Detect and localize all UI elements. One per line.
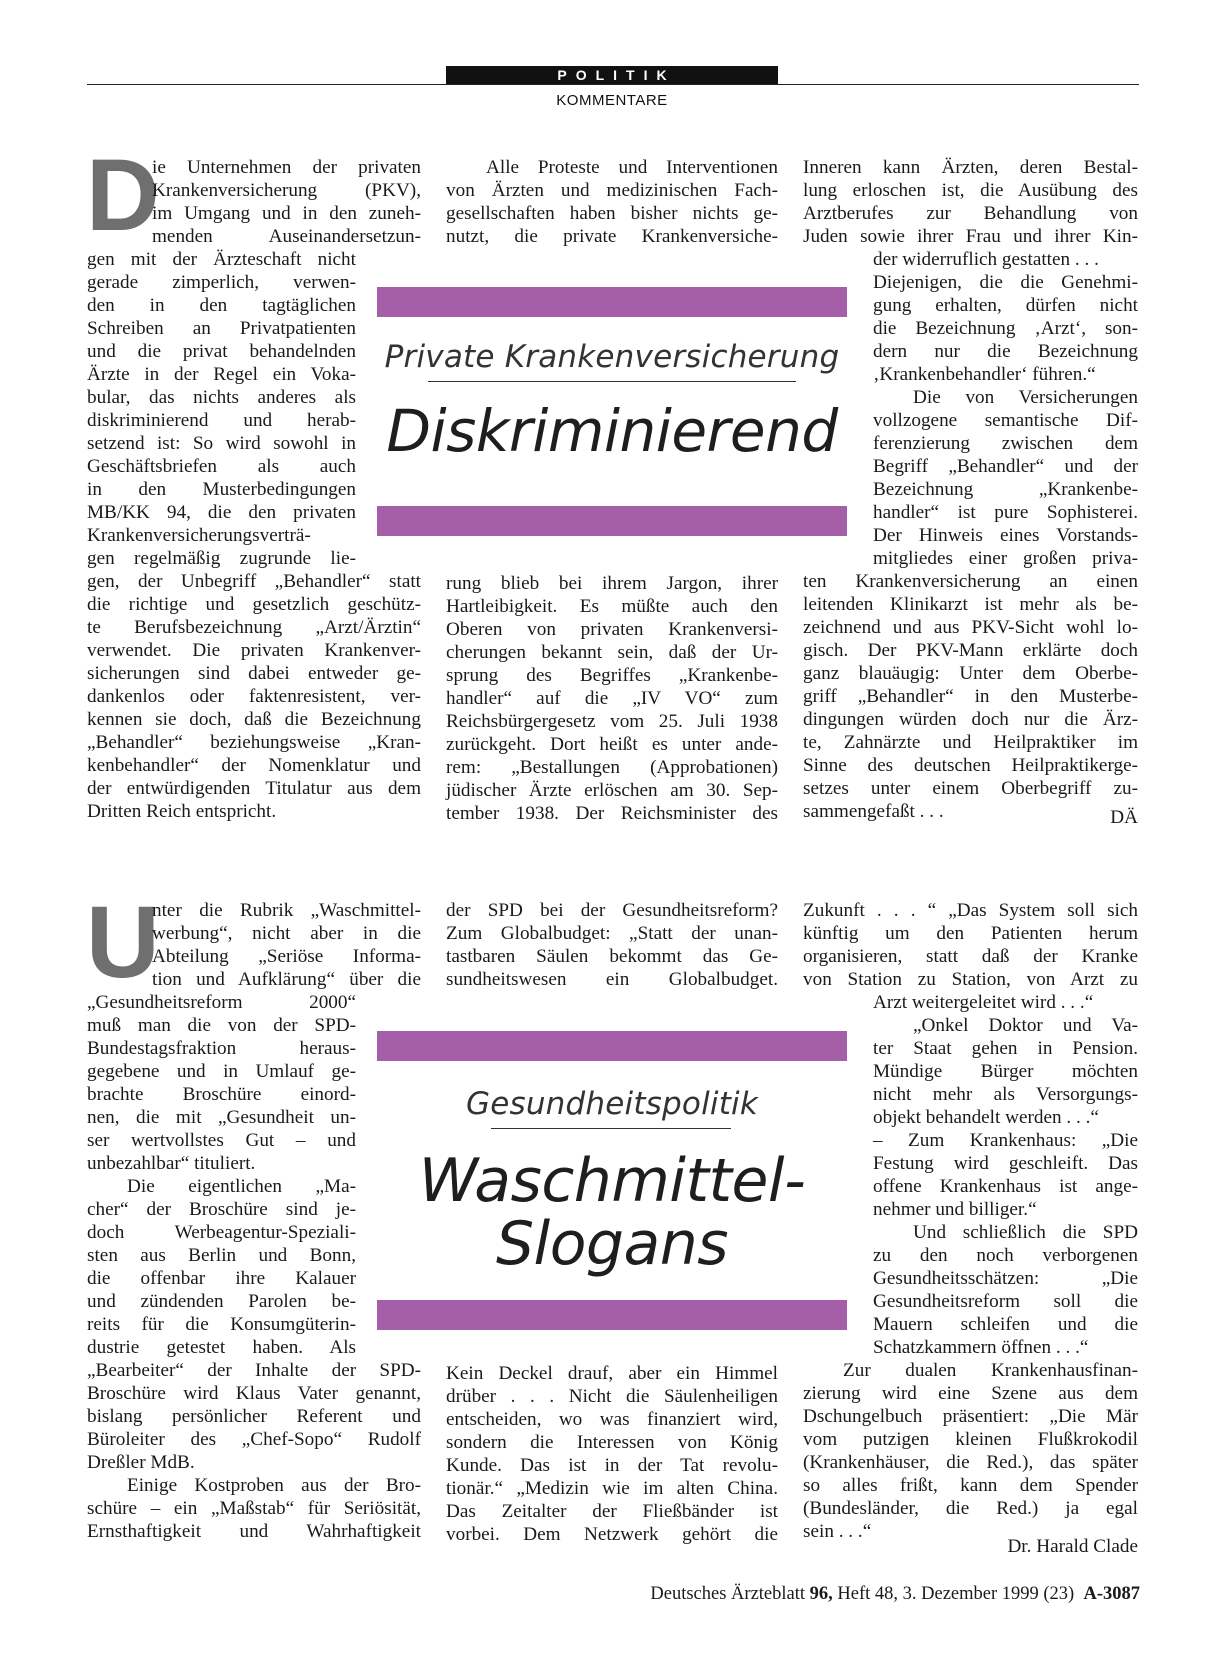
text-line: Zukunft . . . “ „Das System soll sich	[803, 900, 1138, 921]
text-line: MB/KK 94, die den privaten	[87, 502, 356, 523]
text-line: Zur dualen Krankenhausfinan-	[843, 1360, 1138, 1381]
text-line: offene Krankenhaus ist ange-	[873, 1176, 1138, 1197]
text-line: dingungen würden doch nur die Ärz-	[803, 709, 1138, 730]
text-line: doch Werbeagentur-Speziali-	[87, 1222, 356, 1243]
text-line: Schreiben an Privatpatienten	[87, 318, 356, 339]
text-line: entscheiden, wo was finanziert wird,	[446, 1409, 778, 1430]
text-line: nicht mehr als Versorgungs-	[873, 1084, 1138, 1105]
text-line: sammengefaßt . . .	[803, 801, 944, 822]
article2-headline-line-1: Waschmittel-	[418, 1146, 806, 1216]
text-line: Die eigentlichen „Ma-	[127, 1176, 356, 1197]
text-line: „Bearbeiter“ der Inhalte der SPD-	[87, 1360, 421, 1381]
text-line: te Berufsbezeichnung „Arzt/Ärztin“	[87, 617, 421, 638]
text-line: dankenlos oder faktenresistent, ver-	[87, 686, 421, 707]
text-line: Ärzte in der Regel ein Voka-	[87, 364, 356, 385]
article2-kicker-rule	[491, 1128, 731, 1129]
footer-journal: Deutsches Ärzteblatt	[650, 1584, 806, 1604]
text-line: mitgliedes einer großen priva-	[873, 548, 1138, 569]
text-line: die offenbar ihre Kalauer	[87, 1268, 356, 1289]
text-line: Und schließlich die SPD	[913, 1222, 1138, 1243]
text-line: von Station zu Station, von Arzt zu	[803, 969, 1138, 990]
text-line: Mündige Bürger möchten	[873, 1061, 1138, 1082]
text-line: Dreßler MdB.	[87, 1452, 195, 1473]
text-line: Einige Kostproben aus der Bro-	[127, 1475, 421, 1496]
text-line: der SPD bei der Gesundheitsreform?	[446, 900, 778, 921]
text-line: brachte Broschüre einord-	[87, 1084, 356, 1105]
text-line: ie Unternehmen der privaten	[152, 157, 421, 178]
article2-dropcap: U	[86, 885, 160, 999]
text-line: Gesundheitsreform soll die	[873, 1291, 1138, 1312]
text-line: ser wertvollstes Gut – und	[87, 1130, 356, 1151]
text-line: kennen sie doch, daß die Bezeichnung	[87, 709, 421, 730]
section-label: POLITIK	[446, 66, 778, 84]
text-line: von Ärzten und medizinischen Fach-	[446, 180, 778, 201]
text-line: ter Staat gehen in Pension.	[873, 1038, 1138, 1059]
text-line: schüre – ein „Maßstab“ für Seriösität,	[87, 1498, 421, 1519]
text-line: tastbaren Säulen bekommt das Ge-	[446, 946, 778, 967]
text-line: gen regelmäßig zugrunde lie-	[87, 548, 356, 569]
text-line: Mauern schleifen und die	[873, 1314, 1138, 1335]
text-line: objekt behandelt werden . . .“	[873, 1107, 1099, 1128]
text-line: bular, das nichts anderes als	[87, 387, 356, 408]
text-line: jüdischer Ärzte erlöschen am 30. Sep-	[446, 780, 778, 801]
text-line: kenbehandler“ der Nomenklatur und	[87, 755, 421, 776]
text-line: muß man die von der SPD-	[87, 1015, 356, 1036]
text-line: griff „Behandler“ in den Musterbe-	[803, 686, 1138, 707]
text-line: sprung des Begriffes „Krankenbe-	[446, 665, 778, 686]
text-line: „Onkel Doktor und Va-	[913, 1015, 1138, 1036]
text-line: Arzt weitergeleitet wird . . .“	[873, 992, 1094, 1013]
text-line: organisieren, statt daß der Kranke	[803, 946, 1138, 967]
text-line: tionär.“ „Medizin wie im alten China.	[446, 1478, 778, 1499]
article1-kicker-rule	[428, 381, 796, 382]
text-line: cherungen bekannt sein, daß der Ur-	[446, 642, 778, 663]
text-line: rem: „Bestallungen (Approbationen)	[446, 757, 778, 778]
text-line: handler“ ist pure Sophisterei.	[873, 502, 1138, 523]
text-line: Hartleibigkeit. Es müßte auch den	[446, 596, 778, 617]
text-line: Gesundheitsschätzen: „Die	[873, 1268, 1138, 1289]
text-line: zeichnend und aus PKV-Sicht wohl lo-	[803, 617, 1138, 638]
text-line: im Umgang und in den zuneh-	[152, 203, 421, 224]
article1-top-band	[377, 287, 847, 317]
text-line: unbezahlbar“ tituliert.	[87, 1153, 256, 1174]
text-line: verwendet. Die privaten Krankenver-	[87, 640, 421, 661]
article2-kicker: Gesundheitspolitik	[465, 1086, 759, 1122]
text-line: zu den noch verborgenen	[873, 1245, 1138, 1266]
text-line: lung erloschen ist, die Ausübung des	[803, 180, 1138, 201]
text-line: setzes unter einem Oberbegriff zu-	[803, 778, 1138, 799]
text-line: gung erhalten, dürfen nicht	[873, 295, 1138, 316]
text-line: sten aus Berlin und Bonn,	[87, 1245, 356, 1266]
text-line: (Krankenhäuser, die Red.), das später	[803, 1452, 1138, 1473]
text-line: Begriff „Behandler“ und der	[873, 456, 1138, 477]
text-line: Kein Deckel drauf, aber ein Himmel	[446, 1363, 778, 1384]
text-line: und die privat behandelnden	[87, 341, 356, 362]
text-line: cher“ der Broschüre sind je-	[87, 1199, 356, 1220]
footer-volume: 96,	[809, 1584, 833, 1604]
text-line: Büroleiter des „Chef-Sopo“ Rudolf	[87, 1429, 421, 1450]
text-line: tember 1938. Der Reichsminister des	[446, 803, 778, 824]
text-line: Geschäftsbriefen als auch	[87, 456, 356, 477]
text-line: künftig um den Patienten herum	[803, 923, 1138, 944]
text-line: Arztberufes zur Behandlung von	[803, 203, 1138, 224]
article1-kicker: Private Krankenversicherung	[384, 339, 840, 375]
text-line: Bundestagsfraktion heraus-	[87, 1038, 356, 1059]
text-line: die Bezeichnung ‚Arzt‘, son-	[873, 318, 1138, 339]
text-line: vorbei. Dem Netzwerk gehört die	[446, 1524, 778, 1545]
text-line: Juden sowie ihrer Frau und ihrer Kin-	[803, 226, 1138, 247]
text-line: gisch. Der PKV-Mann erklärte doch	[803, 640, 1138, 661]
text-line: Ernsthaftigkeit und Wahrhaftigkeit	[87, 1521, 421, 1542]
text-line: Oberen von privaten Krankenversi-	[446, 619, 778, 640]
article2-signature: Dr. Harald Clade	[1007, 1536, 1138, 1557]
text-line: die richtige und gesetzlich geschütz-	[87, 594, 421, 615]
text-line: leitenden Klinikarzt ist mehr als be-	[803, 594, 1138, 615]
text-line: Dschungelbuch präsentiert: „Die Mär	[803, 1406, 1138, 1427]
text-line: ‚Krankenbehandler‘ führen.“	[873, 364, 1096, 385]
article1-headline: Diskriminierend	[386, 397, 838, 465]
text-line: dustrie getestet haben. Als	[87, 1337, 356, 1358]
text-line: ten Krankenversicherung an einen	[803, 571, 1138, 592]
article2-top-band	[377, 1031, 847, 1061]
text-line: sicherungen sind dabei entweder ge-	[87, 663, 421, 684]
text-line: Inneren kann Ärzten, deren Bestal-	[803, 157, 1138, 178]
text-line: setzend ist: So wird sowohl in	[87, 433, 356, 454]
text-line: Schatzkammern öffnen . . .“	[873, 1337, 1089, 1358]
footer-page-number: A-3087	[1083, 1584, 1140, 1604]
page-footer	[560, 1584, 1140, 1605]
text-line: drüber . . . Nicht die Säulenheiligen	[446, 1386, 778, 1407]
text-line: Abteilung „Seriöse Informa-	[152, 946, 421, 967]
text-line: ferenzierung zwischen dem	[873, 433, 1138, 454]
text-line: bislang persönlicher Referent und	[87, 1406, 421, 1427]
text-line: gen, der Unbegriff „Behandler“ statt	[87, 571, 421, 592]
text-line: Zum Globalbudget: „Statt der unan-	[446, 923, 778, 944]
text-line: gerade zimperlich, verwen-	[87, 272, 356, 293]
article1-bottom-band	[377, 506, 847, 536]
text-line: Sinne des deutschen Heilpraktikerge-	[803, 755, 1138, 776]
article2-bottom-band	[377, 1300, 847, 1330]
text-line: (Bundesländer, die Red.) ja egal	[803, 1498, 1138, 1519]
text-line: vollzogene semantische Dif-	[873, 410, 1138, 431]
text-line: nen, die mit „Gesundheit un-	[87, 1107, 356, 1128]
article1-dropcap: D	[86, 138, 160, 252]
text-line: diskriminierend und herab-	[87, 410, 356, 431]
text-line: „Gesundheitsreform 2000“	[87, 992, 356, 1013]
text-line: sundheitswesen ein Globalbudget.	[446, 969, 778, 990]
text-line: zierung wird eine Szene aus dem	[803, 1383, 1138, 1404]
text-line: Der Hinweis eines Vorstands-	[873, 525, 1138, 546]
text-line: Krankenversicherungsverträ-	[87, 525, 311, 546]
text-line: Diejenigen, die die Genehmi-	[873, 272, 1138, 293]
text-line: sein . . .“	[803, 1521, 872, 1542]
text-line: tion und Aufklärung“ über die	[152, 969, 421, 990]
text-line: dern nur die Bezeichnung	[873, 341, 1138, 362]
text-line: rung blieb bei ihrem Jargon, ihrer	[446, 573, 778, 594]
text-line: Die von Versicherungen	[913, 387, 1138, 408]
article2-headline-line-2: Slogans	[495, 1209, 729, 1279]
text-line: nter die Rubrik „Waschmittel-	[152, 900, 421, 921]
text-line: Festung wird geschleift. Das	[873, 1153, 1138, 1174]
text-line: der widerruflich gestatten . . .	[873, 249, 1099, 270]
text-line: – Zum Krankenhaus: „Die	[873, 1130, 1138, 1151]
text-line: gesellschaften haben bisher nichts ge-	[446, 203, 778, 224]
text-line: Das Zeitalter der Fließbänder ist	[446, 1501, 778, 1522]
text-line: werbung“, nicht aber in die	[152, 923, 421, 944]
text-line: der entwürdigenden Titulatur aus dem	[87, 778, 421, 799]
header-rule	[87, 84, 1139, 85]
text-line: Kunde. Das ist in der Tat revolu-	[446, 1455, 778, 1476]
text-line: „Behandler“ beziehungsweise „Kran-	[87, 732, 421, 753]
text-line: und zündenden Parolen be-	[87, 1291, 356, 1312]
text-line: in den Musterbedingungen	[87, 479, 356, 500]
text-line: Broschüre wird Klaus Vater genannt,	[87, 1383, 421, 1404]
text-line: Bezeichnung „Krankenbe-	[873, 479, 1138, 500]
text-line: handler“ auf die „IV VO“ zum	[446, 688, 778, 709]
text-line: Alle Proteste und Interventionen	[486, 157, 778, 178]
text-line: Reichsbürgergesetz vom 25. Juli 1938	[446, 711, 778, 732]
text-line: nutzt, die private Krankenversiche-	[446, 226, 778, 247]
text-line: vom putzigen kleinen Flußkrokodil	[803, 1429, 1138, 1450]
subsection-label: KOMMENTARE	[556, 92, 668, 109]
text-line: zurückgeht. Dort heißt es unter ande-	[446, 734, 778, 755]
text-line: Dritten Reich entspricht.	[87, 801, 277, 822]
text-line: ganz blauäugig: Unter dem Oberbe-	[803, 663, 1138, 684]
text-line: so alles frißt, kann dem Spender	[803, 1475, 1138, 1496]
text-line: sondern die Interessen von König	[446, 1432, 778, 1453]
article1-signature: DÄ	[1110, 807, 1138, 828]
text-line: Krankenversicherung (PKV),	[152, 180, 421, 201]
text-line: nehmer und billiger.“	[873, 1199, 1037, 1220]
text-line: te, Zahnärzte und Heilpraktiker im	[803, 732, 1138, 753]
footer-issue: Heft 48, 3. Dezember 1999 (23)	[837, 1584, 1075, 1604]
text-line: reits für die Konsumgüterin-	[87, 1314, 356, 1335]
text-line: gen mit der Ärzteschaft nicht	[87, 249, 356, 270]
text-line: menden Auseinandersetzun-	[152, 226, 421, 247]
text-line: gegebene und in Umlauf ge-	[87, 1061, 356, 1082]
text-line: den in den tagtäglichen	[87, 295, 356, 316]
